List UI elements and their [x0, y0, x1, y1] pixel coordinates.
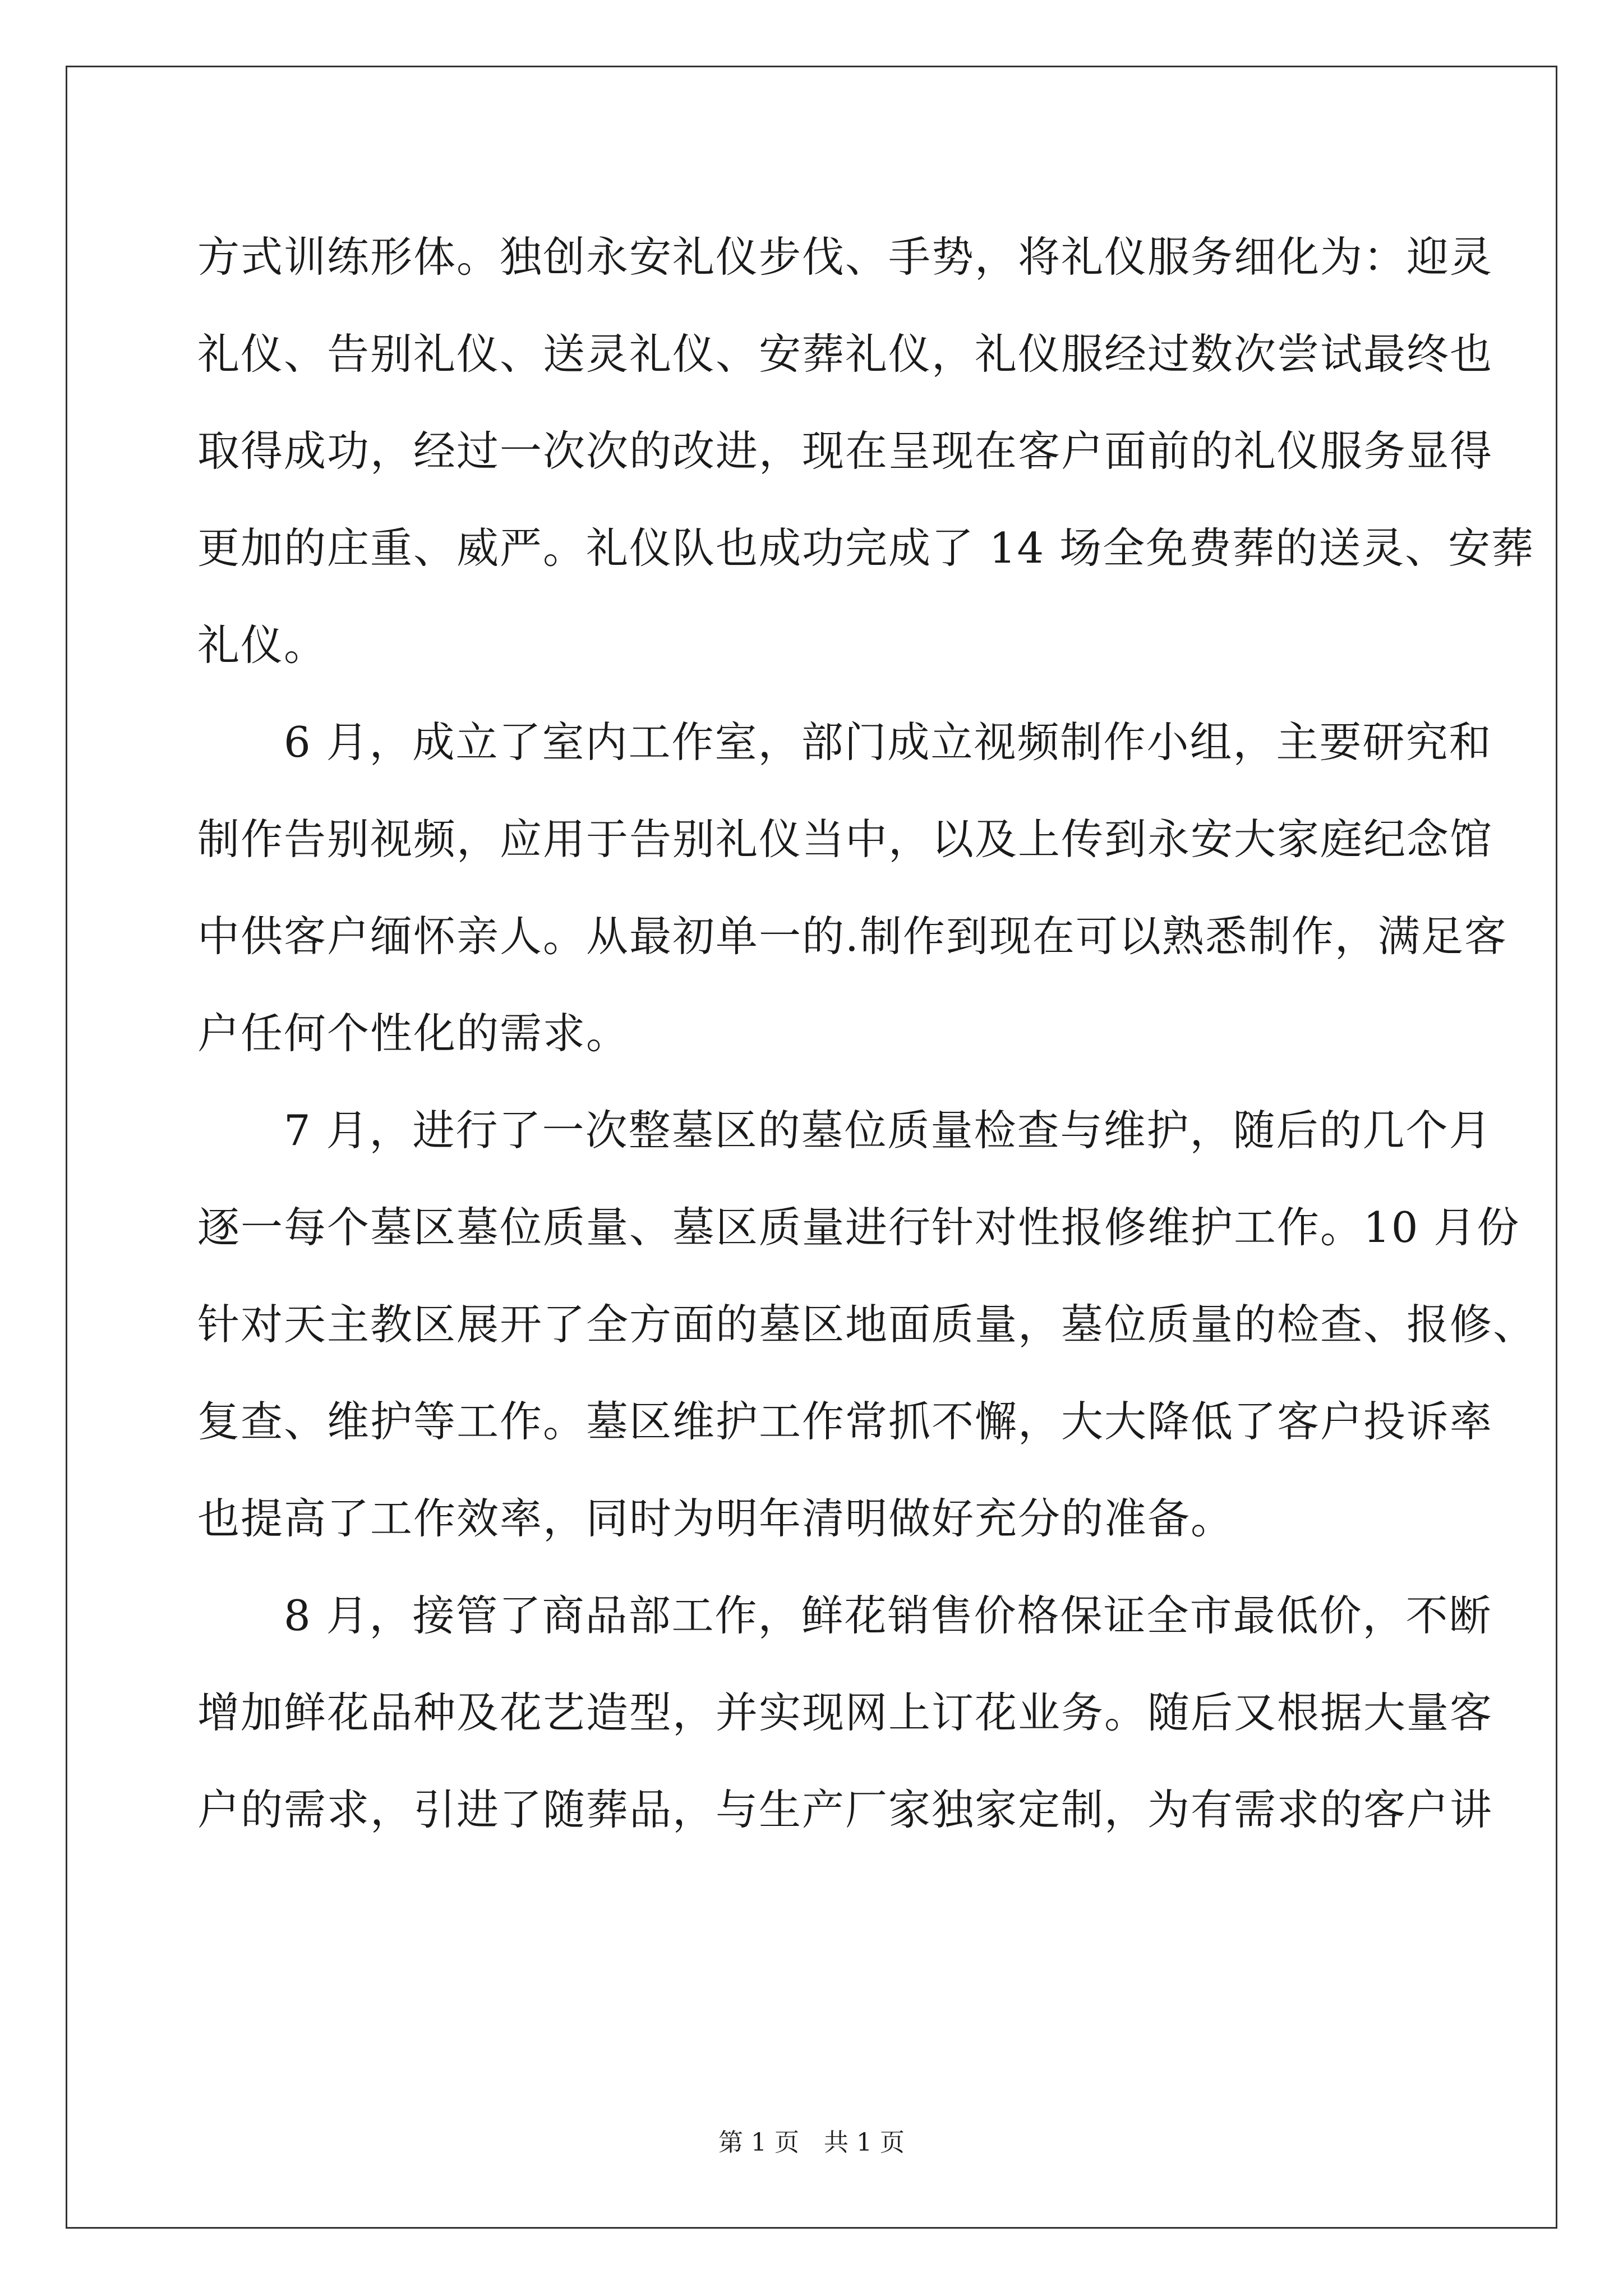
text-line: 礼仪。 [197, 620, 328, 670]
text-line: 复查、维护等工作。墓区维护工作常抓不懈，大大降低了客户投诉率 [197, 1397, 1493, 1446]
text-line: 增加鲜花品种及花艺造型，并实现网上订花业务。随后又根据大量客 [197, 1688, 1493, 1737]
text-line: 户任何个性化的需求。 [197, 1009, 630, 1058]
text-line: 制作告别视频，应用于告别礼仪当中，以及上传到永安大家庭纪念馆 [197, 815, 1493, 864]
page-footer: 第 1 页 共 1 页 [718, 2128, 905, 2157]
text-line: 8 月，接管了商品部工作，鲜花销售价格保证全市最低价，不断 [197, 1591, 1492, 1640]
text-line: 7 月，进行了一次整墓区的墓位质量检查与维护，随后的几个月 [197, 1106, 1492, 1155]
text-line: 针对天主教区展开了全方面的墓区地面质量，墓位质量的检查、报修、 [197, 1300, 1537, 1349]
text-line: 取得成功，经过一次次的改进，现在呈现在客户面前的礼仪服务显得 [197, 426, 1493, 476]
text-line: 中供客户缅怀亲人。从最初单一的.制作到现在可以熟悉制作，满足客 [197, 912, 1507, 961]
text-line: 户的需求，引进了随葬品，与生产厂家独家定制，为有需求的客户讲 [197, 1785, 1493, 1834]
document-body [197, 209, 1537, 1858]
text-line: 6 月，成立了室内工作室，部门成立视频制作小组，主要研究和 [197, 717, 1492, 767]
text-line: 礼仪、告别礼仪、送灵礼仪、安葬礼仪，礼仪服经过数次尝试最终也 [197, 329, 1493, 379]
paragraph-1 [197, 209, 1535, 694]
paragraph-2 [197, 694, 1507, 1082]
paragraph-3 [197, 1082, 1537, 1567]
text-line: 也提高了工作效率，同时为明年清明做好充分的准备。 [197, 1494, 1234, 1543]
text-line: 逐一每个墓区墓位质量、墓区质量进行针对性报修维护工作。10 月份 [197, 1203, 1520, 1252]
text-line: 方式训练形体。独创永安礼仪步伐、手势，将礼仪服务细化为：迎灵 [197, 232, 1493, 282]
text-line: 更加的庄重、威严。礼仪队也成功完成了 14 场全免费葬的送灵、安葬 [197, 523, 1535, 573]
paragraph-4 [197, 1567, 1493, 1858]
